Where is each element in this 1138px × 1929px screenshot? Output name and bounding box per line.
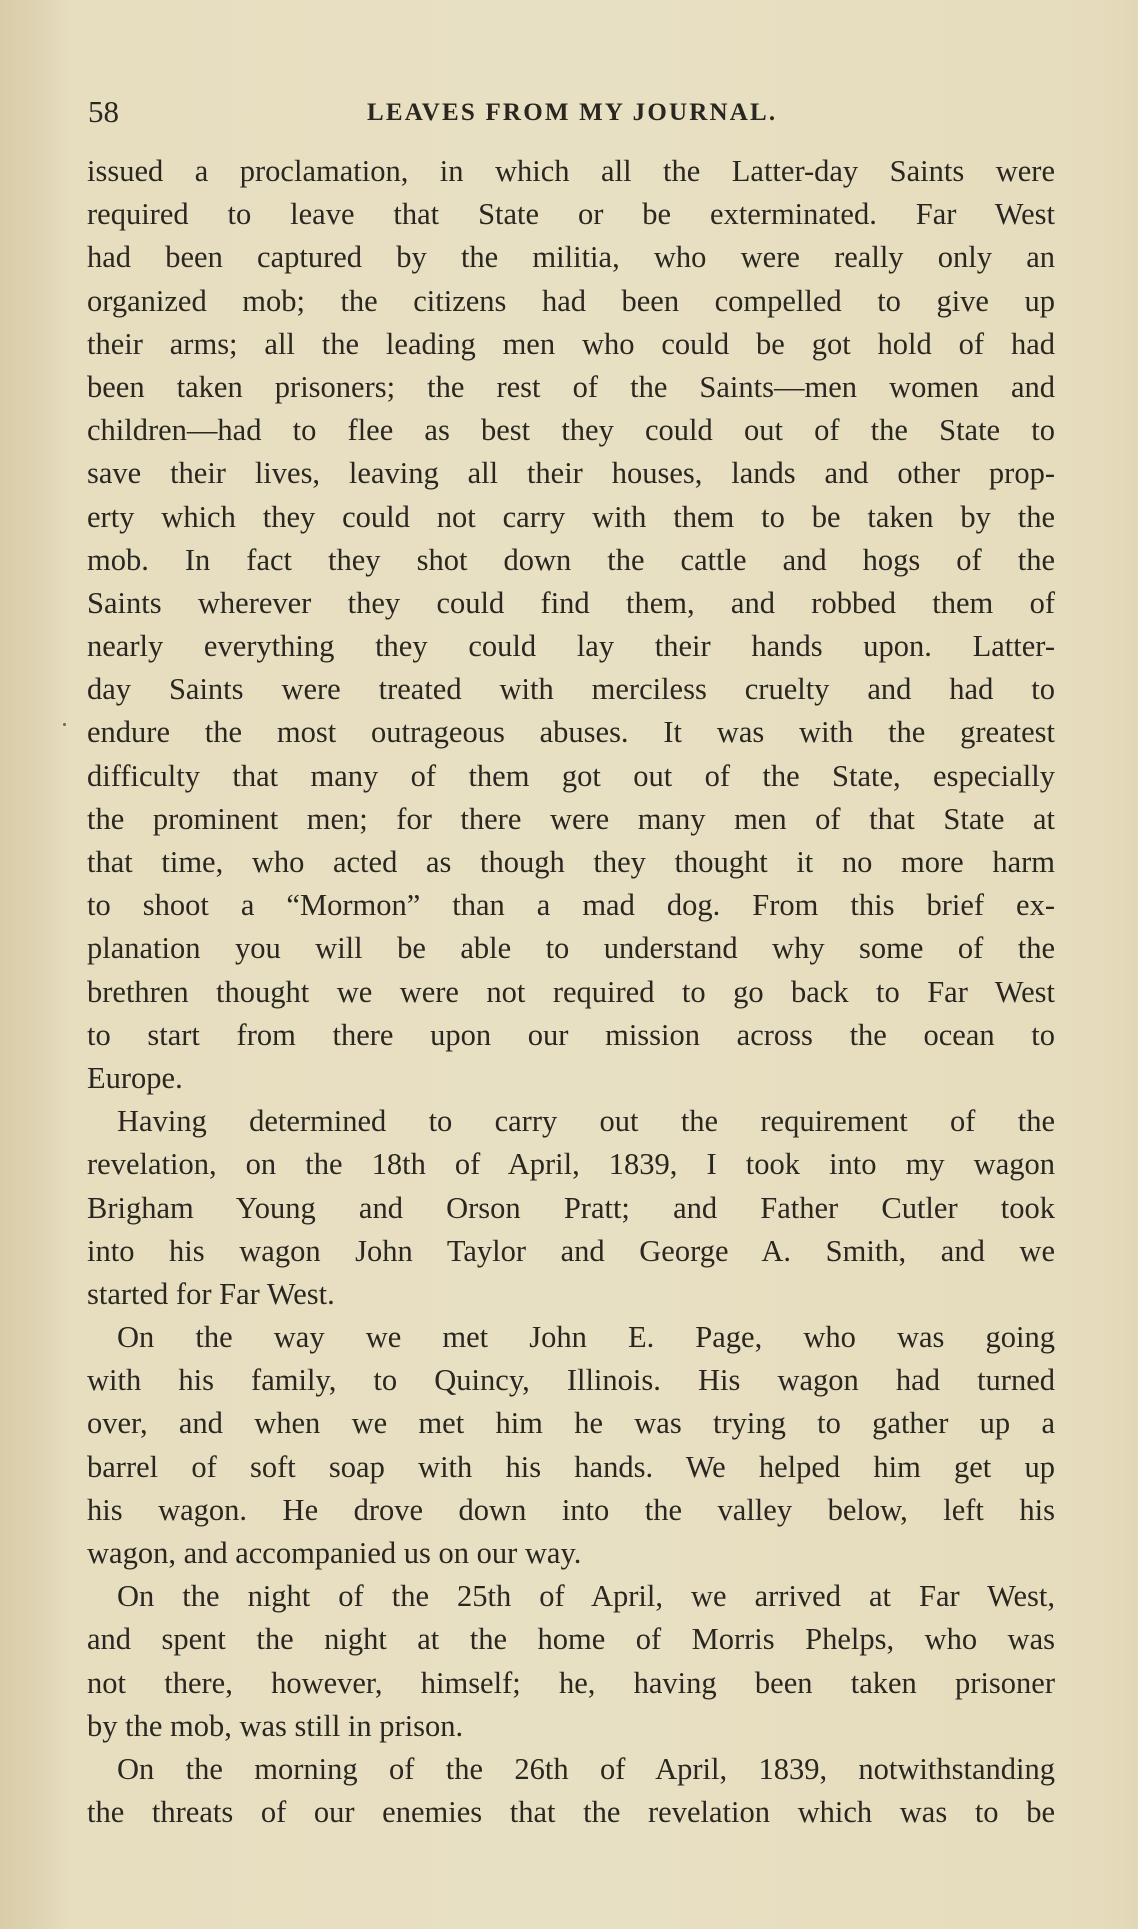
text-line: day Saints were treated with merciless cruelty and had to — [87, 672, 1055, 707]
text-line: erty which they could not carry with them to be taken by the — [87, 499, 1055, 534]
running-title: LEAVES FROM MY JOURNAL. — [367, 99, 778, 126]
text-line: difficulty that many of them got out of the State, especially — [87, 758, 1055, 793]
text-line: and spent the night at the home of Morris Phelps, who was — [87, 1622, 1055, 1657]
text-line: Brigham Young and Orson Pratt; and Father Cutler took — [87, 1190, 1055, 1225]
text-line: barrel of soft soap with his hands. We helped him get up — [87, 1449, 1055, 1484]
text-line: brethren thought we were not required to go back to Far West — [87, 974, 1055, 1009]
page-number: 58 — [88, 94, 119, 129]
text-line: organized mob; the citizens had been compelled to give up — [87, 283, 1055, 318]
text-line: not there, however, himself; he, having been taken prisoner — [87, 1665, 1055, 1700]
text-line: revelation, on the 18th of April, 1839, I took into my wagon — [87, 1147, 1055, 1182]
text-line: to shoot a “Mormon” than a mad dog. From this brief ex- — [87, 888, 1055, 923]
text-line: been taken prisoners; the rest of the Saints—men women and — [87, 369, 1055, 404]
text-line: had been captured by the militia, who were really only an — [87, 240, 1055, 275]
paragraph-first-line: On the night of the 25th of April, we arrived at Far West, — [117, 1579, 1055, 1614]
text-line: with his family, to Quincy, Illinois. His wagon had turned — [87, 1363, 1055, 1398]
text-line: children—had to flee as best they could out of the State to — [87, 413, 1055, 448]
text-line: planation you will be able to understand why some of the — [87, 931, 1055, 966]
text-line: endure the most outrageous abuses. It was with the greatest — [87, 715, 1055, 750]
paragraph-first-line: Having determined to carry out the requirement of the — [117, 1104, 1055, 1139]
text-line: their arms; all the leading men who could be got hold of had — [87, 326, 1055, 361]
margin-speck — [63, 723, 66, 726]
text-line: issued a proclamation, in which all the Latter-day Saints were — [87, 154, 1055, 188]
text-line: to start from there upon our mission across the ocean to — [87, 1017, 1055, 1052]
text-line: over, and when we met him he was trying to gather up a — [87, 1406, 1055, 1441]
text-line: that time, who acted as though they thought it no more harm — [87, 845, 1055, 879]
text-line: into his wagon John Taylor and George A. Smith, and we — [87, 1233, 1055, 1268]
text-line: nearly everything they could lay their hands upon. Latter- — [87, 629, 1055, 664]
paragraph-first-line: On the way we met John E. Page, who was going — [117, 1320, 1055, 1355]
text-line: started for Far West. — [87, 1276, 335, 1311]
text-line: the threats of our enemies that the revelation which was to be — [87, 1795, 1055, 1830]
text-line: wagon, and accompanied us on our way. — [87, 1536, 582, 1570]
text-line: the prominent men; for there were many men of that State at — [87, 801, 1055, 836]
text-line: mob. In fact they shot down the cattle and hogs of the — [87, 542, 1055, 577]
text-line: by the mob, was still in prison. — [87, 1708, 464, 1743]
body-text — [87, 150, 1055, 1834]
text-line: required to leave that State or be exterminated. Far West — [87, 197, 1055, 232]
text-line: Europe. — [87, 1060, 183, 1095]
text-line: save their lives, leaving all their houses, lands and other prop- — [87, 456, 1055, 491]
paragraph-first-line: On the morning of the 26th of April, 1839, notwithstanding — [117, 1751, 1055, 1786]
text-line: Saints wherever they could find them, and robbed them of — [87, 585, 1055, 620]
text-line: his wagon. He drove down into the valley below, left his — [87, 1492, 1055, 1527]
